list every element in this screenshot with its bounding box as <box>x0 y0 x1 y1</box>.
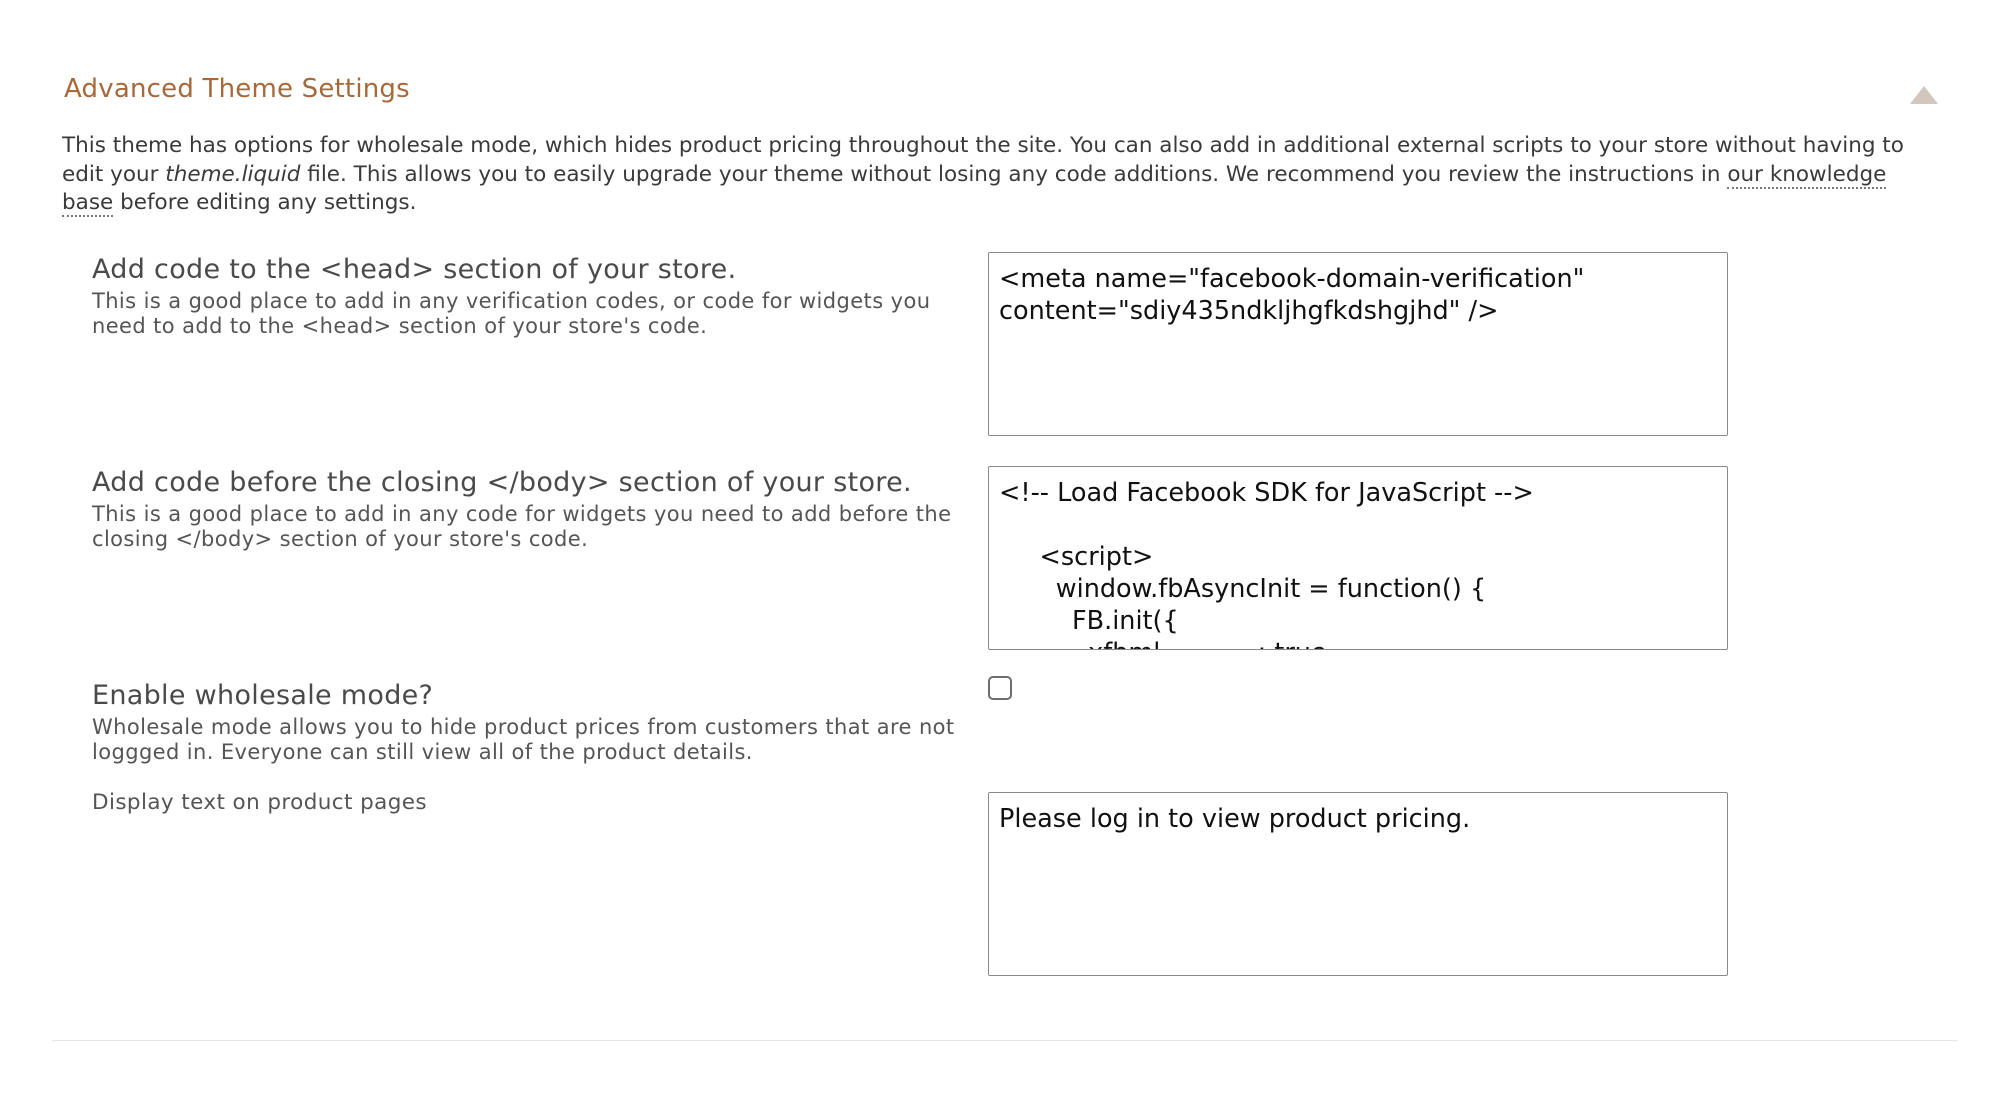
display-text-label: Display text on product pages <box>92 790 427 815</box>
body-code-label-group <box>92 467 972 551</box>
intro-text: before editing any settings. <box>113 190 417 215</box>
head-code-label-group <box>92 254 972 338</box>
wholesale-title: Enable wholesale mode? <box>92 680 434 711</box>
intro-filename: theme.liquid <box>165 161 301 187</box>
head-code-textarea[interactable] <box>988 252 1728 436</box>
intro-text: file. This allows you to easily upgrade your theme without losing any code additions. We recommend you review the instructions in <box>300 161 1728 187</box>
body-code-title: Add code before the closing </body> section of your store. <box>92 467 912 498</box>
wholesale-label-group <box>92 680 972 764</box>
body-code-textarea[interactable] <box>988 466 1728 650</box>
section-divider <box>52 1040 1958 1041</box>
body-code-description: This is a good place to add in any code for widgets you need to add before the closing </body> section of your store's code. <box>92 502 952 551</box>
knowledge-base-link[interactable]: our knowledge base <box>62 161 1887 215</box>
wholesale-mode-checkbox[interactable] <box>988 676 1012 700</box>
head-code-title: Add code to the <head> section of your store. <box>92 254 737 285</box>
wholesale-description: Wholesale mode allows you to hide product prices from customers that are not loggged in. Everyone can still view all of the product details. <box>92 715 955 764</box>
display-text-textarea[interactable] <box>988 792 1728 976</box>
section-title: Advanced Theme Settings <box>64 74 410 104</box>
display-text-label-group <box>92 790 972 815</box>
triangle-up-icon[interactable] <box>1908 84 1940 106</box>
intro-text: This theme has options for wholesale mode, which hides product pricing throughout the site. You can also add in additional external scripts to your store without having to edit your <box>62 133 1904 187</box>
section-intro <box>62 132 1942 218</box>
head-code-description: This is a good place to add in any verification codes, or code for widgets you need to add to the <head> section of your store's code. <box>92 289 931 338</box>
